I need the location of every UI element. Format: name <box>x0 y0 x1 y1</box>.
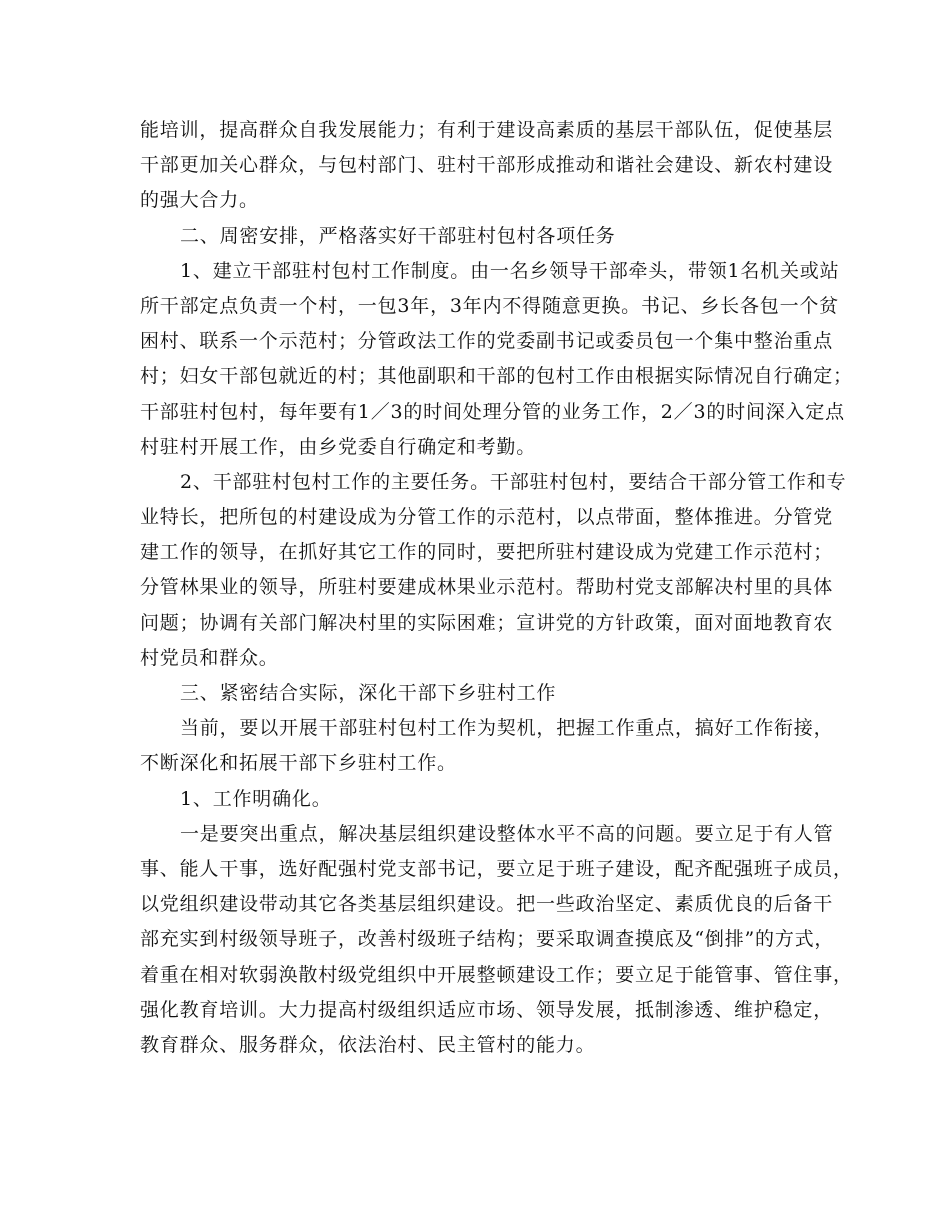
text-line: 问题；协调有关部门解决村里的实际困难；宣讲党的方针政策，面对面地教育农 <box>140 611 834 634</box>
text-line: 部充实到村级领导班子，改善村级班子结构；要采取调查摸底及“倒排”的方式， <box>140 928 835 951</box>
text-line: 强化教育培训。大力提高村级组织适应市场、领导发展，抵制渗透、维护稳定， <box>140 998 834 1021</box>
text-line: 分管林果业的领导，所驻村要建成林果业示范村。帮助村党支部解决村里的具体 <box>140 576 834 599</box>
text-line: 事、能人干事，选好配强村党支部书记，要立足于班子建设，配齐配强班子成员， <box>140 857 853 880</box>
text-line: 教育群众、服务群众，依法治村、民主管村的能力。 <box>140 1033 596 1056</box>
section-heading: 三、紧密结合实际，深化干部下乡驻村工作 <box>180 682 557 704</box>
text-line: 业特长，把所包的村建设成为分管工作的示范村，以点带面，整体推进。分管党 <box>140 506 834 529</box>
text-line: 不断深化和拓展干部下乡驻村工作。 <box>140 752 457 775</box>
section-heading: 二、周密安排，严格落实好干部驻村包村各项任务 <box>180 224 616 247</box>
text-line: 着重在相对软弱涣散村级党组织中开展整顿建设工作；要立足于能管事、管住事， <box>140 963 853 986</box>
text-line: 的强大合力。 <box>140 189 259 212</box>
text-line: 村党员和群众。 <box>140 646 279 669</box>
text-line: 当前，要以开展干部驻村包村工作为契机，把握工作重点，搞好工作衔接， <box>180 717 834 740</box>
text-line: 能培训，提高群众自我发展能力；有利于建设高素质的基层干部队伍，促使基层 <box>140 119 834 141</box>
text-line: 一是要突出重点，解决基层组织建设整体水平不高的问题。要立足于有人管 <box>180 822 834 845</box>
text-line: 干部驻村包村，每年要有1／3的时间处理分管的业务工作，2／3的时间深入定点 <box>140 400 845 423</box>
text-line: 村；妇女干部包就近的村；其他副职和干部的包村工作由根据实际情况自行确定； <box>140 365 853 388</box>
text-line: 2、干部驻村包村工作的主要任务。干部驻村包村，要结合干部分管工作和专 <box>180 470 847 493</box>
subsection-heading: 1、工作明确化。 <box>180 787 332 810</box>
text-line: 所干部定点负责一个村，一包3年，3年内不得随意更换。书记、乡长各包一个贫 <box>140 294 839 317</box>
text-line: 建工作的领导，在抓好其它工作的同时，要把所驻村建设成为党建工作示范村； <box>140 541 834 564</box>
text-line: 干部更加关心群众，与包村部门、驻村干部形成推动和谐社会建设、新农村建设 <box>140 154 834 177</box>
text-line: 村驻村开展工作，由乡党委自行确定和考勤。 <box>140 435 537 458</box>
document-body <box>140 113 853 1063</box>
text-line: 困村、联系一个示范村；分管政法工作的党委副书记或委员包一个集中整治重点 <box>140 330 834 353</box>
text-line: 1、建立干部驻村包村工作制度。由一名乡领导干部牵头，带领1名机关或站 <box>180 259 840 282</box>
text-line: 以党组织建设带动其它各类基层组织建设。把一些政治坚定、素质优良的后备干 <box>140 893 834 916</box>
